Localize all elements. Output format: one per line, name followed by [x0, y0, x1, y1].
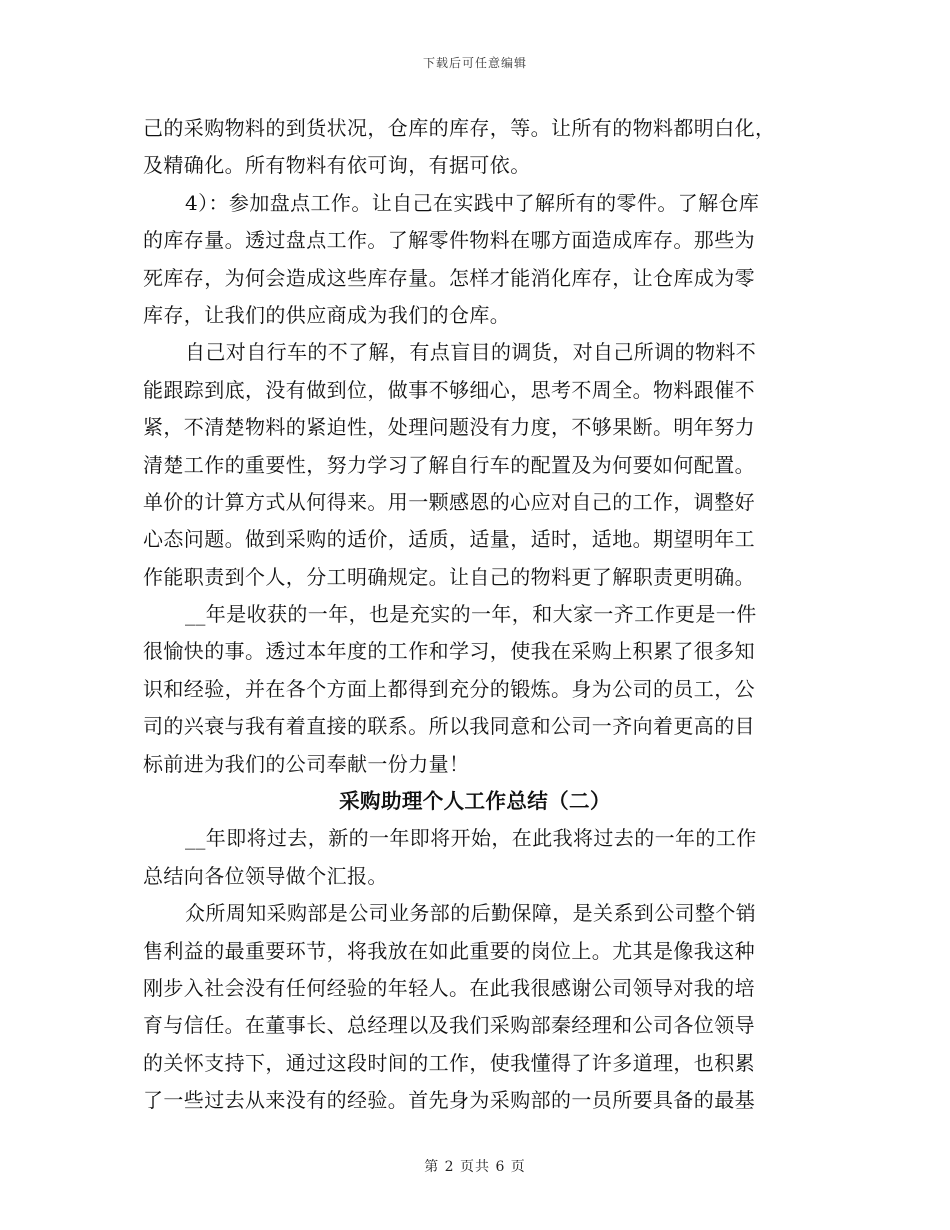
document-body [143, 110, 807, 1120]
page-footer: 第 2 页共 6 页 [424, 1159, 526, 1175]
text-line: __年即将过去，新的一年即将开始，在此我将过去的一年的工作 [185, 826, 757, 851]
text-line: 识和经验，并在各个方面上都得到充分的锻炼。身为公司的员工，公 [143, 676, 755, 701]
text-line: 单价的计算方式从何得来。用一颗感恩的心应对自己的工作，调整好 [143, 489, 755, 514]
text-line: 及精确化。所有物料有依可询，有据可依。 [143, 153, 531, 178]
text-line: 死库存，为何会造成这些库存量。怎样才能消化库存，让仓库成为零 [143, 265, 755, 290]
text-line: 作能职责到个人，分工明确规定。让自己的物料更了解职责更明确。 [143, 564, 755, 589]
text-line: 刚步入社会没有任何经验的年轻人。在此我很感谢公司领导对我的培 [143, 975, 755, 1000]
text-line: 众所周知采购部是公司业务部的后勤保障，是关系到公司整个销 [185, 901, 757, 926]
text-line: 很愉快的事。透过本年度的工作和学习，使我在采购上积累了很多知 [143, 639, 755, 664]
text-line: 的库存量。透过盘点工作。了解零件物料在哪方面造成库存。那些为 [143, 228, 755, 253]
text-line: __年是收获的一年，也是充实的一年，和大家一齐工作更是一件 [185, 602, 757, 627]
text-line: 育与信任。在董事长、总经理以及我们采购部秦经理和公司各位领导 [143, 1013, 755, 1038]
text-line: 心态问题。做到采购的适价，适质，适量，适时，适地。期望明年工 [143, 527, 755, 552]
text-line: 能跟踪到底，没有做到位，做事不够细心，思考不周全。物料跟催不 [143, 377, 755, 402]
text-line: 己的采购物料的到货状况，仓库的库存，等。让所有的物料都明白化， [143, 116, 776, 140]
page-header: 下载后可任意编辑 [422, 56, 527, 70]
text-line: 4）：参加盘点工作。让自己在实践中了解所有的零件。了解仓库 [185, 190, 760, 215]
text-line: 标前进为我们的公司奉献一份力量！ [143, 751, 470, 776]
text-line: 紧，不清楚物料的紧迫性，处理问题没有力度，不够果断。明年努力 [143, 415, 755, 440]
text-line: 库存，让我们的供应商成为我们的仓库。 [143, 302, 511, 327]
text-line: 售利益的最重要环节，将我放在如此重要的岗位上。尤其是像我这种 [143, 938, 755, 963]
text-line: 司的兴衰与我有着直接的联系。所以我同意和公司一齐向着更高的目 [143, 714, 755, 739]
text-line: 的关怀支持下，通过这段时间的工作，使我懂得了许多道理，也积累 [143, 1050, 755, 1075]
text-line: 清楚工作的重要性，努力学习了解自行车的配置及为何要如何配置。 [143, 452, 755, 477]
section-heading: 采购助理个人工作总结（二） [339, 789, 611, 814]
text-line: 了一些过去从来没有的经验。首先身为采购部的一员所要具备的最基 [143, 1088, 755, 1113]
text-line: 自己对自行车的不了解，有点盲目的调货，对自己所调的物料不 [185, 340, 757, 365]
text-line: 总结向各位领导做个汇报。 [143, 863, 388, 888]
